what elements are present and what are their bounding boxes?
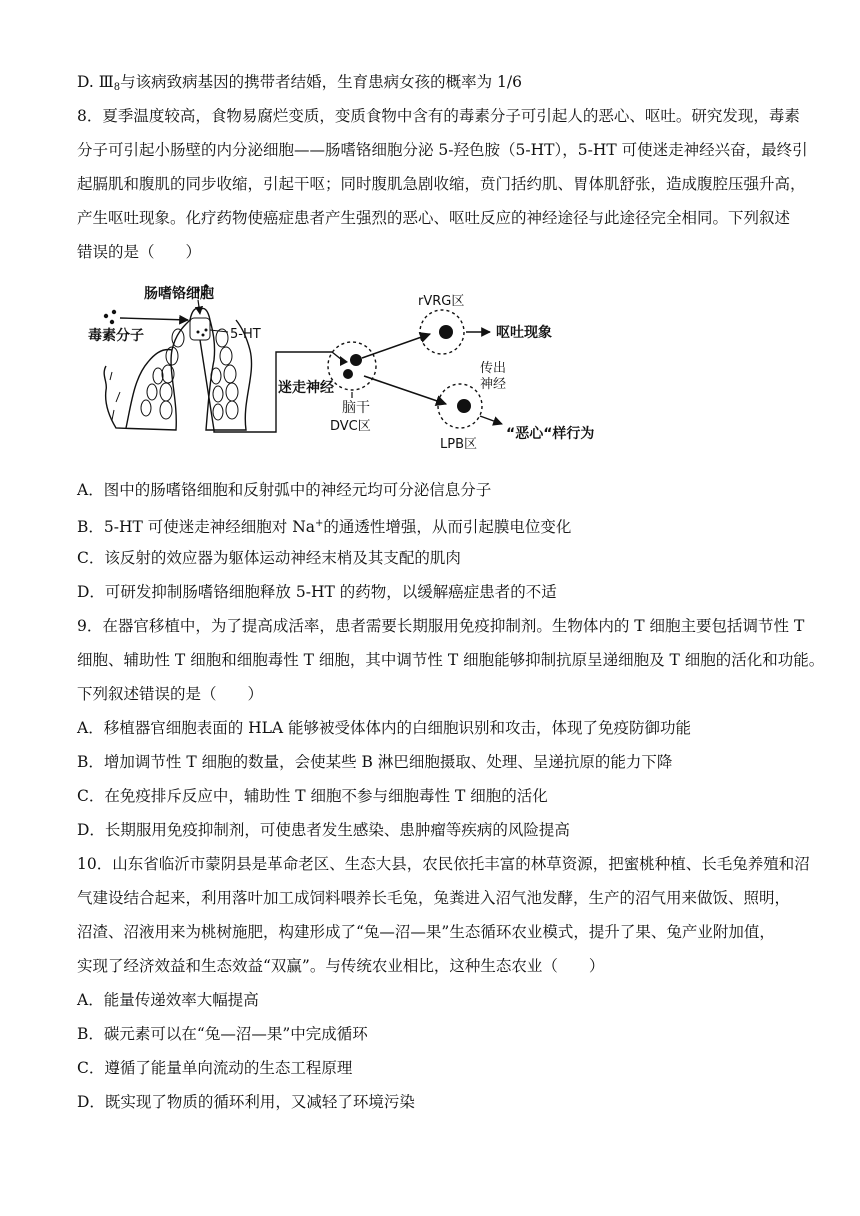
q10-stem-line-3: 沼渣、沼液用来为桃树施肥，构建形成了“兔—沼—果”生态循环农业模式，提升了果、兔产业附加值， [77,923,775,941]
q9-stem-line-1: 9．在器官移植中，为了提高成活率，患者需要长期服用免疫抑制剂。生物体内的 T 细胞主要包括调节性 T [77,617,805,635]
q8-option-b-text: B．5-HT 可使迷走神经细胞对 Na [77,518,316,536]
label-efferent-2: 神经 [480,377,507,392]
q7-option-d-sub: 8 [113,82,121,93]
q9-option-d: D．长期服用免疫抑制剂，可使患者发生感染、患肿瘤等疾病的风险提高 [77,821,570,839]
q10-stem-line-1: 10．山东省临沂市蒙阴县是革命老区、生态大县，农民依托丰富的林草资源，把蜜桃种植、长毛兔养殖和沼 [77,855,810,873]
dvc-neuron-2 [343,369,353,379]
label-5ht: 5-HT [230,327,261,342]
q8-stem-line-4: 产生呕吐现象。化疗药物使癌症患者产生强烈的恶心、呕吐反应的神经途径与此途径完全相同。下列叙述 [77,209,791,227]
label-vagus: 迷走神经 [278,380,334,396]
label-brainstem: 脑干 [342,400,370,416]
q9-option-a: A．移植器官细胞表面的 HLA 能够被受体体内的白细胞识别和攻击，体现了免疫防御功能 [77,719,692,737]
q10-option-b: B．碳元素可以在“兔—沼—果”中完成循环 [77,1025,368,1043]
q10-option-a: A．能量传递效率大幅提高 [77,991,259,1009]
ec-cell-pointer [198,300,200,314]
rvrg-neuron [439,325,453,339]
dvc-to-lpb-fiber [364,376,446,404]
label-efferent-1: 传出 [480,361,507,376]
q8-option-a: A．图中的肠嗜铬细胞和反射弧中的神经元均可分泌信息分子 [77,481,492,499]
q9-option-c: C．在免疫排斥反应中，辅助性 T 细胞不参与细胞毒性 T 细胞的活化 [77,787,548,805]
toxin-arrow [120,318,188,320]
q7-option-d-text: 与该病致病基因的携带者结婚，生育患病女孩的概率为 1/6 [120,73,522,91]
q8-stem-line-5: 错误的是（ ） [77,243,202,261]
q8-option-b-sup: + [315,518,324,529]
label-ec-cell: 肠嗜铬细胞 [144,286,214,302]
label-lpb: LPB区 [440,437,478,450]
q10-option-c: C．遵循了能量单向流动的生态工程原理 [77,1059,353,1077]
label-dvc: DVC区 [330,419,371,434]
reflex-pathway-diagram [86,280,646,450]
dvc-region [328,342,376,390]
lpb-output-arrow [480,416,502,424]
q10-option-d: D．既实现了物质的循环利用，又减轻了环境污染 [77,1093,415,1111]
q7-option-d-prefix: D. Ⅲ [77,73,114,91]
dvc-neuron-1 [350,354,362,366]
q8-stem-line-1: 8．夏季温度较高，食物易腐烂变质，变质食物中含有的毒素分子可引起人的恶心、呕吐。研究发现，毒素 [77,107,800,125]
label-rvrg: rVRG区 [418,294,465,309]
q7-option-d [77,72,522,98]
q10-stem-line-2: 气建设结合起来，利用落叶加工成饲料喂养长毛兔，兔粪进入沼气池发酵，生产的沼气用来做饭、照明， [77,889,791,907]
label-vomit: 呕吐现象 [496,325,552,341]
q8-option-d: D．可研发抑制肠嗜铬细胞释放 5-HT 的药物，以缓解癌症患者的不适 [77,583,557,601]
label-toxin: 毒素分子 [88,328,144,344]
q9-option-b: B．增加调节性 T 细胞的数量，会使某些 B 淋巴细胞摄取、处理、呈递抗原的能力下降 [77,753,673,771]
q9-stem-line-2: 细胞、辅助性 T 细胞和细胞毒性 T 细胞，其中调节性 T 细胞能够抑制抗原呈递细胞及 T 细胞的活化和功能。 [77,651,825,669]
q8-option-b [77,514,571,537]
q8-option-c: C．该反射的效应器为躯体运动神经末梢及其支配的肌肉 [77,549,461,567]
label-nausea: “恶心“样行为 [506,426,595,442]
q9-stem-line-3: 下列叙述错误的是（ ） [77,685,264,703]
lpb-neuron [457,399,471,413]
dvc-to-rvrg-fiber [362,334,430,358]
q8-stem-line-3: 起膈肌和腹肌的同步收缩，引起干呕；同时腹肌急剧收缩，贲门括约肌、胃体肌舒张，造成腹腔压强升高， [77,175,806,193]
q10-stem-line-4: 实现了经济效益和生态效益“双赢”。与传统农业相比，这种生态农业（ ） [77,957,605,975]
q8-option-b-rest: 的通透性增强，从而引起膜电位变化 [323,518,572,536]
q8-stem-line-2: 分子可引起小肠壁的内分泌细胞——肠嗜铬细胞分泌 5-羟色胺（5-HT），5-HT 可使迷走神经兴奋，最终引 [77,141,808,159]
